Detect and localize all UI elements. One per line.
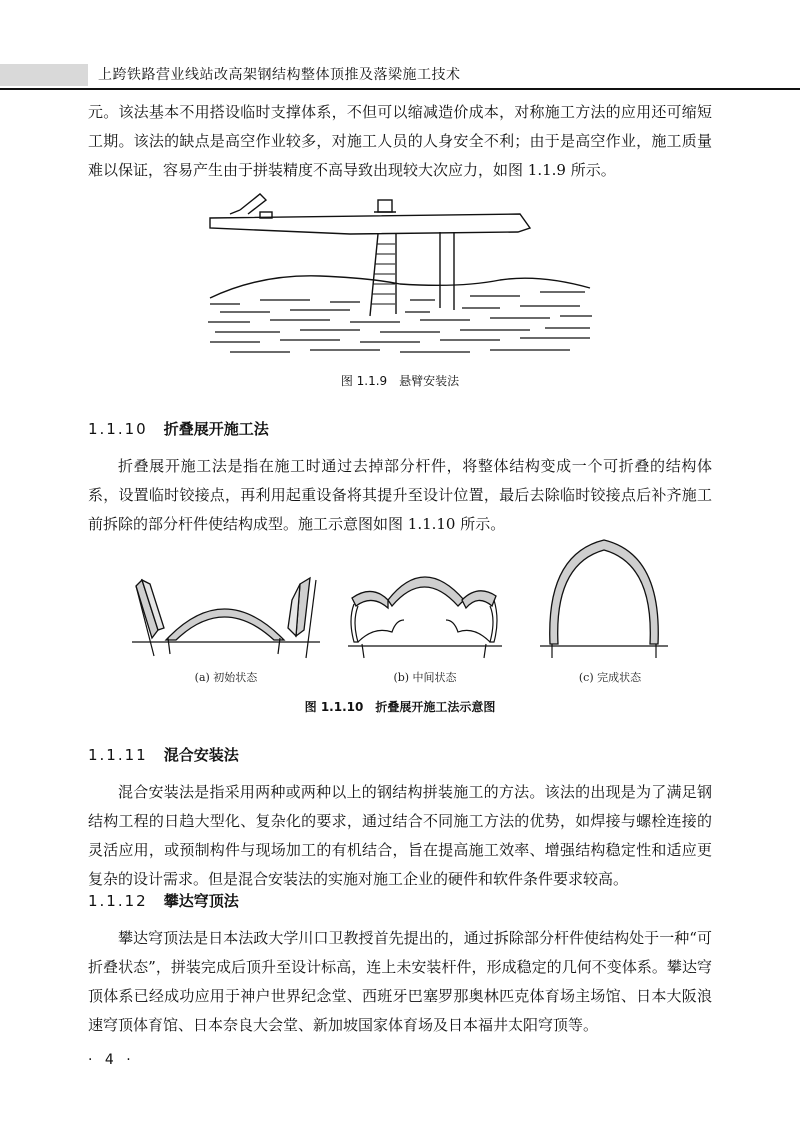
figure-1-1-10-c-illustration xyxy=(536,534,672,662)
section-number: 1.1.12 xyxy=(88,892,148,910)
section-title: 攀达穹顶法 xyxy=(163,892,239,910)
page-number: · 4 · xyxy=(88,1052,135,1068)
running-header-title: 上跨铁路营业线站改高架钢结构整体顶推及落梁施工技术 xyxy=(98,67,461,83)
section-title: 混合安装法 xyxy=(163,746,239,764)
section-number: 1.1.10 xyxy=(88,420,148,438)
section-1-1-10-body: 折叠展开施工法是指在施工时通过去掉部分杆件，将整体结构变成一个可折叠的结构体系，设置临时铰接点，再利用起重设备将其提升至设计位置，最后去除临时铰接点后补齐施工前拆除的部分杆件使结构成型。施工示意图如图 1.1.10 所示。 xyxy=(88,457,712,533)
section-1-1-10-heading xyxy=(88,418,269,439)
header-rule xyxy=(0,88,800,90)
running-header xyxy=(0,0,800,92)
section-1-1-12-heading xyxy=(88,890,239,911)
section-1-1-12-body: 攀达穹顶法是日本法政大学川口卫教授首先提出的，通过拆除部分杆件使结构处于一种“可折叠状态”，拼装完成后顶升至设计标高，连上未安装杆件，形成稳定的几何不变体系。攀达穹顶体系已经成功应用于神户世界纪念堂、西班牙巴塞罗那奥林匹克体育场主场馆、日本大阪浪速穹顶体育馆、日本奈良大会堂、新加坡国家体育场及日本福井太阳穹顶等。 xyxy=(88,929,712,1034)
figure-1-1-10-a-illustration xyxy=(128,566,324,666)
section-number: 1.1.11 xyxy=(88,746,148,764)
figure-1-1-10-subcaption-c: (c) 完成状态 xyxy=(578,671,642,684)
section-title: 折叠展开施工法 xyxy=(163,420,269,438)
section-1-1-11-body: 混合安装法是指采用两种或两种以上的钢结构拼装施工的方法。该法的出现是为了满足钢结构工程的日趋大型化、复杂化的要求，通过结合不同施工方法的优势，如焊接与螺栓连接的灵活应用，或预制构件与现场加工的有机结合，旨在提高施工效率、增强结构稳定性和适应更复杂的设计需求。但是混合安装法的实施对施工企业的硬件和软件条件要求较高。 xyxy=(88,783,712,888)
figure-1-1-9-caption: 图 1.1.9 悬臂安装法 xyxy=(340,374,460,388)
figure-1-1-9-illustration xyxy=(200,188,600,366)
intro-paragraph: 元。该法基本不用搭设临时支撑体系，不但可以缩减造价成本，对称施工方法的应用还可缩短工期。该法的缺点是高空作业较多，对施工人员的人身安全不利；由于是高空作业，施工质量难以保证，容易产生由于拼装精度不高导致出现较大次应力，如图 1.1.9 所示。 xyxy=(88,103,712,179)
figure-1-1-10-subcaption-b: (b) 中间状态 xyxy=(393,671,457,684)
section-1-1-11-heading xyxy=(88,744,239,765)
figure-1-1-10-subcaption-a: (a) 初始状态 xyxy=(194,671,258,684)
figure-1-1-10-caption: 图 1.1.10 折叠展开施工法示意图 xyxy=(304,700,496,714)
figure-1-1-10-b-illustration xyxy=(344,560,506,664)
